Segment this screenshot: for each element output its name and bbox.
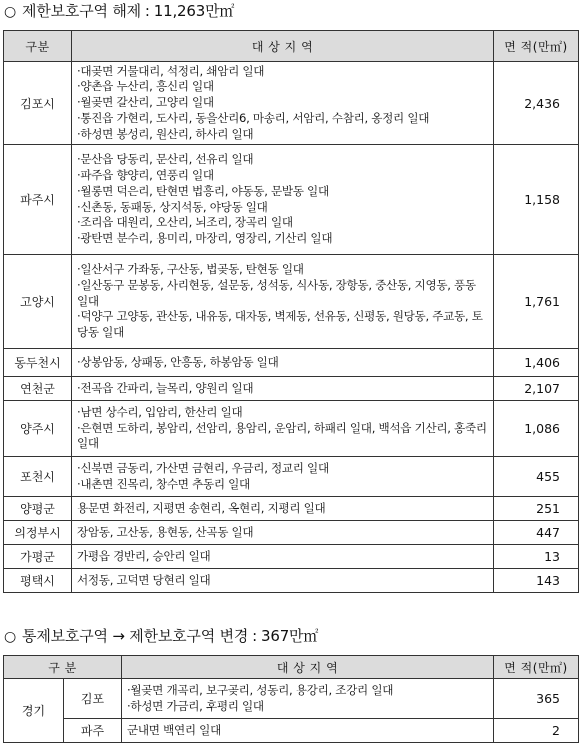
target-areas xyxy=(72,377,494,401)
province-name: 경기 xyxy=(4,679,64,743)
section1-bullet: ○ xyxy=(4,4,17,20)
table-row xyxy=(4,145,579,255)
table1-header-areas: 대 상 지 역 xyxy=(72,31,494,62)
region-name: 김포 xyxy=(64,679,122,719)
section2-amount: 367만㎡ xyxy=(261,627,319,645)
target-areas xyxy=(72,349,494,377)
area-size: 1,086 xyxy=(494,401,579,457)
table-row xyxy=(4,457,579,497)
area-line: 장암동, 고산동, 용현동, 산곡동 일대 xyxy=(77,524,254,539)
area-line: ·월곶면 갈산리, 고양리 일대 xyxy=(77,95,214,110)
area-line: ·내촌면 진목리, 창수면 추동리 일대 xyxy=(77,476,250,491)
area-size: 2,107 xyxy=(494,377,579,401)
target-areas xyxy=(72,545,494,569)
table1-header-row xyxy=(4,31,579,62)
conversion-area-table xyxy=(3,655,579,743)
table-row xyxy=(4,255,579,349)
area-size: 143 xyxy=(494,569,579,593)
table-row xyxy=(4,401,579,457)
region-name: 김포시 xyxy=(4,62,72,145)
region-name: 파주 xyxy=(64,719,122,743)
area-line: ·대곶면 거물대리, 석정리, 쇄암리 일대 xyxy=(77,63,265,78)
target-areas xyxy=(72,62,494,145)
table2-header-category: 구 분 xyxy=(4,656,122,679)
section1-amount: 11,263만㎡ xyxy=(153,2,235,20)
area-size: 1,406 xyxy=(494,349,579,377)
area-line: ·파주읍 향양리, 연풍리 일대 xyxy=(77,167,214,182)
area-line: ·통진읍 가현리, 도사리, 동을산리6, 마송리, 서암리, 수참리, 옹정리 일대 xyxy=(77,110,430,125)
area-line: 가평읍 경반리, 승안리 일대 xyxy=(77,548,211,563)
region-name: 파주시 xyxy=(4,145,72,255)
section2-heading xyxy=(4,627,318,646)
area-size: 365 xyxy=(494,679,579,719)
area-size: 251 xyxy=(494,497,579,521)
region-name: 평택시 xyxy=(4,569,72,593)
target-areas xyxy=(72,255,494,349)
section1-separator: : xyxy=(144,2,150,20)
area-line: ·하성면 봉성리, 원산리, 하사리 일대 xyxy=(77,126,254,141)
area-line: ·문산읍 당동리, 문산리, 선유리 일대 xyxy=(77,152,254,167)
target-areas xyxy=(72,401,494,457)
release-area-table xyxy=(3,30,579,593)
region-name: 고양시 xyxy=(4,255,72,349)
region-name: 연천군 xyxy=(4,377,72,401)
area-line: 군내면 백연리 일대 xyxy=(127,722,221,737)
area-size: 447 xyxy=(494,521,579,545)
area-line: ·신촌동, 동패동, 상지석동, 야당동 일대 xyxy=(77,199,268,214)
area-size: 455 xyxy=(494,457,579,497)
section2-separator: : xyxy=(252,627,258,645)
area-size: 2 xyxy=(494,719,579,743)
area-size: 2,436 xyxy=(494,62,579,145)
area-line: ·월롱면 덕은리, 탄현면 법흥리, 야동동, 문발동 일대 xyxy=(77,183,329,198)
area-line: ·상봉암동, 상패동, 안흥동, 하봉암동 일대 xyxy=(77,354,279,369)
table2-header-areas: 대 상 지 역 xyxy=(122,656,494,679)
section1-title: 제한보호구역 해제 xyxy=(22,2,141,20)
region-name: 포천시 xyxy=(4,457,72,497)
target-areas xyxy=(72,497,494,521)
area-line: ·덕양구 고양동, 관산동, 내유동, 대자동, 벽제동, 선유동, 신평동, 원당동, 주교동, 토당동 일대 xyxy=(77,309,483,340)
table2-header-size: 면 적(만㎡) xyxy=(494,656,579,679)
section2-bullet: ○ xyxy=(4,629,17,645)
area-line: ·월곶면 개곡리, 보구곶리, 성동리, 용강리, 조강리 일대 xyxy=(127,682,394,697)
target-areas xyxy=(72,145,494,255)
section2-title: 통제보호구역 → 제한보호구역 변경 xyxy=(22,627,249,645)
region-name: 가평군 xyxy=(4,545,72,569)
target-areas xyxy=(72,521,494,545)
table-row xyxy=(4,521,579,545)
region-name: 의정부시 xyxy=(4,521,72,545)
area-line: ·은현면 도하리, 봉암리, 선암리, 용암리, 운암리, 하패리 일대, 백석읍 기산리, 홍죽리 일대 xyxy=(77,420,487,451)
target-areas xyxy=(72,569,494,593)
area-size: 1,761 xyxy=(494,255,579,349)
area-size: 1,158 xyxy=(494,145,579,255)
target-areas xyxy=(122,679,494,719)
table-row xyxy=(4,377,579,401)
area-line: 용문면 화전리, 지평면 송현리, 옥현리, 지평리 일대 xyxy=(77,500,326,515)
area-line: ·양촌읍 누산리, 흥신리 일대 xyxy=(77,79,214,94)
table-row xyxy=(4,679,579,719)
area-line: ·조리읍 대원리, 오산리, 뇌조리, 장곡리 일대 xyxy=(77,215,293,230)
table1-header-size: 면 적(만㎡) xyxy=(494,31,579,62)
region-name: 동두천시 xyxy=(4,349,72,377)
table2-header-row xyxy=(4,656,579,679)
area-line: ·광탄면 분수리, 용미리, 마장리, 영장리, 기산리 일대 xyxy=(77,231,333,246)
area-line: ·전곡읍 간파리, 늘목리, 양원리 일대 xyxy=(77,380,254,395)
table-row xyxy=(4,349,579,377)
region-name: 양주시 xyxy=(4,401,72,457)
table1-header-category: 구분 xyxy=(4,31,72,62)
table-row xyxy=(4,569,579,593)
area-line: ·일산서구 가좌동, 구산동, 법곶동, 탄현동 일대 xyxy=(77,262,304,276)
area-size: 13 xyxy=(494,545,579,569)
section1-heading xyxy=(4,2,234,21)
area-line: 서정동, 고덕면 당현리 일대 xyxy=(77,572,211,587)
table-row xyxy=(4,719,579,743)
table-row xyxy=(4,497,579,521)
area-line: ·하성면 가금리, 후평리 일대 xyxy=(127,698,264,713)
region-name: 양평군 xyxy=(4,497,72,521)
table-row xyxy=(4,545,579,569)
table-row xyxy=(4,62,579,145)
area-line: ·신북면 금동리, 가산면 금현리, 우금리, 정교리 일대 xyxy=(77,460,329,475)
area-line: ·일산동구 문봉동, 사리현동, 설문동, 성석동, 식사동, 장항동, 중산동, 지영동, 풍동 일대 xyxy=(77,277,476,308)
area-line: ·남면 상수리, 입암리, 한산리 일대 xyxy=(77,404,243,419)
target-areas xyxy=(72,457,494,497)
target-areas xyxy=(122,719,494,743)
